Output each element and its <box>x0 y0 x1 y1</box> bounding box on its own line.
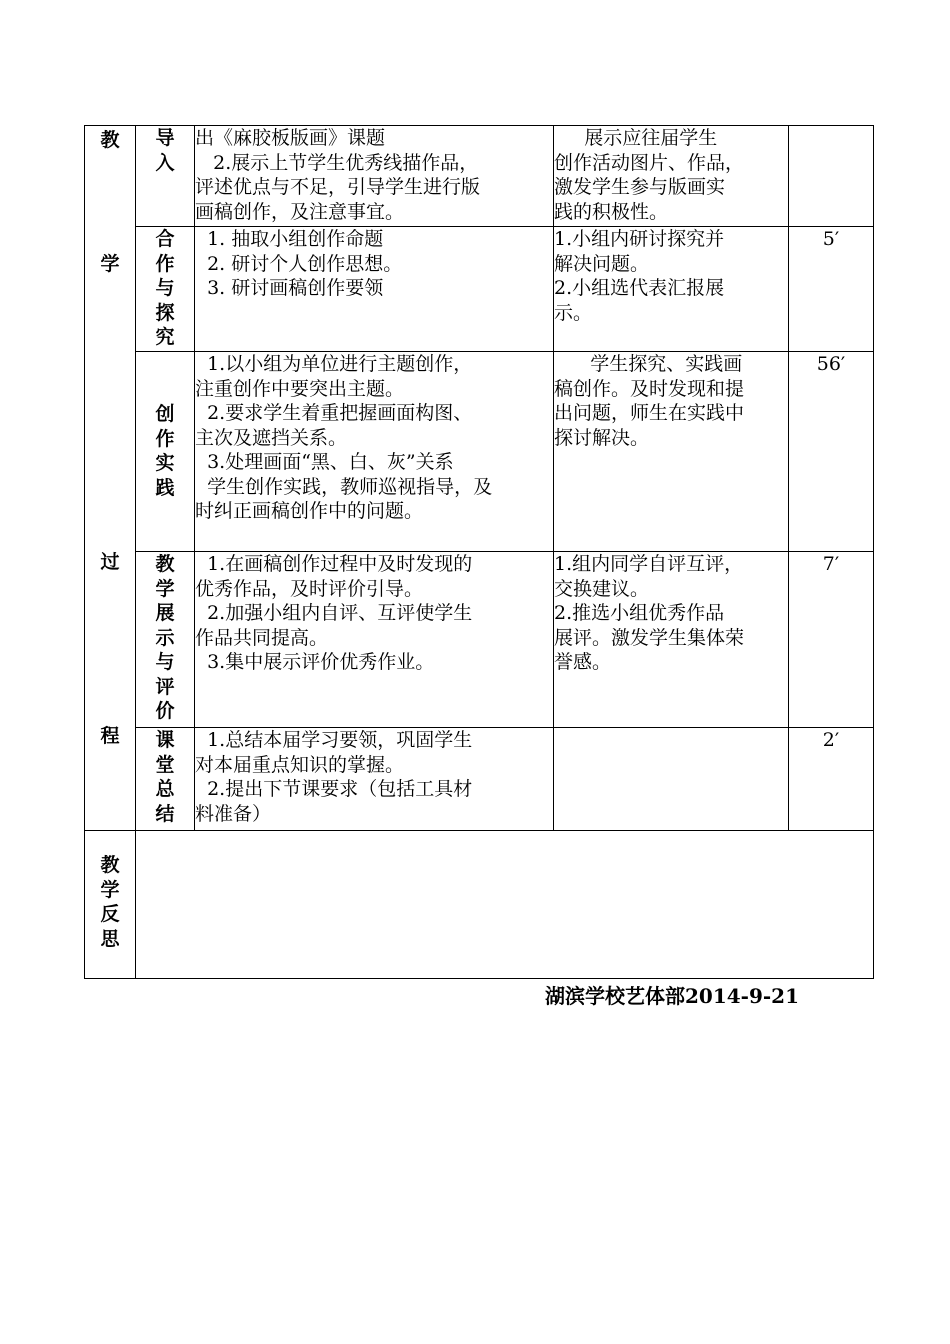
time-cell <box>789 126 874 227</box>
note-line: 1.小组内研讨探究并 <box>554 228 725 250</box>
side-label-char: 学 <box>100 253 120 275</box>
stage-intro <box>136 126 195 227</box>
content-line: 作品共同提高。 <box>195 626 329 649</box>
content-cell <box>195 728 554 831</box>
note-line: 交换建议。 <box>554 577 650 600</box>
note-line: 解决问题。 <box>554 252 650 275</box>
content-line: 出《麻胶板版画》课题 <box>195 127 386 149</box>
side-label-char: 教 <box>100 129 120 151</box>
stage-showcase <box>136 552 195 728</box>
note-line: 稿创作。及时发现和提 <box>554 377 745 400</box>
time-cell: 2′ <box>789 728 874 831</box>
stage-char: 与 <box>155 651 175 673</box>
content-line: 1.以小组为单位进行主题创作， <box>195 353 473 375</box>
stage-char: 导 <box>155 127 175 149</box>
stage-char: 作 <box>155 252 175 275</box>
note-line: 展评。激发学生集体荣 <box>554 626 745 649</box>
stage-char: 实 <box>155 452 175 474</box>
stage-char: 示 <box>155 626 175 649</box>
stage-char: 践 <box>155 476 175 499</box>
table-row <box>85 352 874 552</box>
content-cell <box>195 552 554 728</box>
time-cell: 56′ <box>789 352 874 552</box>
content-line: 优秀作品，及时评价引导。 <box>195 577 424 600</box>
table-row <box>85 728 874 831</box>
stage-char: 总 <box>155 778 175 800</box>
stage-char: 创 <box>155 403 175 425</box>
side-label-char: 过 <box>100 551 120 573</box>
stage-char: 结 <box>155 802 175 825</box>
note-cell <box>554 227 789 352</box>
note-line: 2.小组选代表汇报展 <box>554 277 725 299</box>
stage-char: 合 <box>155 228 175 250</box>
note-cell <box>554 352 789 552</box>
stage-char: 评 <box>155 675 175 698</box>
content-line: 2. 研讨个人创作思想。 <box>195 252 403 275</box>
stage-char: 价 <box>155 700 175 722</box>
content-line: 1.在画稿创作过程中及时发现的 <box>195 553 473 575</box>
time-cell: 5′ <box>789 227 874 352</box>
table-row <box>85 552 874 728</box>
teaching-reflection-label <box>85 831 136 979</box>
content-line: 学生创作实践，教师巡视指导，及 <box>195 475 493 498</box>
side-label-char: 程 <box>100 725 120 747</box>
stage-practice <box>136 352 195 552</box>
note-line: 创作活动图片、作品， <box>554 151 745 174</box>
note-line: 示。 <box>554 301 593 324</box>
stage-char: 教 <box>155 553 175 575</box>
content-line: 评述优点与不足，引导学生进行版 <box>195 176 481 198</box>
content-line: 3.处理画面“黑、白、灰”关系 <box>195 451 454 473</box>
note-cell <box>554 552 789 728</box>
stage-char: 堂 <box>155 753 175 776</box>
content-line: 主次及遮挡关系。 <box>195 426 348 449</box>
content-line: 画稿创作，及注意事宜。 <box>195 200 405 223</box>
table-row <box>85 227 874 352</box>
content-line: 3. 研讨画稿创作要领 <box>195 277 384 299</box>
stage-char: 学 <box>155 577 175 600</box>
content-line: 3.集中展示评价优秀作业。 <box>195 651 435 673</box>
footer-signature: 湖滨学校艺体部2014-9-21 <box>545 984 800 1008</box>
note-line: 1.组内同学自评互评， <box>554 553 744 575</box>
note-line: 展示应往届学生 <box>554 127 718 149</box>
note-line: 出问题，师生在实践中 <box>554 402 745 424</box>
note-line: 学生探究、实践画 <box>554 353 743 375</box>
content-line: 2.加强小组内自评、互评使学生 <box>195 602 473 624</box>
note-cell <box>554 728 789 831</box>
content-line: 2.要求学生着重把握画面构图、 <box>195 402 473 424</box>
stage-cooperate <box>136 227 195 352</box>
note-line: 探讨解决。 <box>554 426 650 449</box>
content-line: 2.展示上节学生优秀线描作品， <box>195 151 479 174</box>
stage-char: 究 <box>155 326 175 348</box>
time-cell: 7′ <box>789 552 874 728</box>
stage-char: 展 <box>155 602 175 624</box>
content-line: 1.总结本届学习要领，巩固学生 <box>195 729 473 751</box>
content-cell <box>195 227 554 352</box>
note-line: 2.推选小组优秀作品 <box>554 602 725 624</box>
lesson-plan-table <box>84 125 874 979</box>
reflection-content <box>136 831 874 979</box>
stage-char: 思 <box>100 927 120 950</box>
content-line: 对本届重点知识的掌握。 <box>195 753 405 776</box>
content-line: 料准备） <box>195 802 272 825</box>
note-line: 践的积极性。 <box>554 200 669 223</box>
content-cell <box>195 126 554 227</box>
stage-char: 作 <box>155 427 175 450</box>
content-line: 时纠正画稿创作中的问题。 <box>195 500 424 522</box>
content-cell <box>195 352 554 552</box>
stage-summary <box>136 728 195 831</box>
stage-char: 入 <box>155 151 175 174</box>
table-row <box>85 126 874 227</box>
stage-char: 课 <box>155 729 175 751</box>
content-line: 注重创作中要突出主题。 <box>195 377 405 400</box>
table-row <box>85 831 874 979</box>
note-line: 激发学生参与版画实 <box>554 176 726 198</box>
stage-char: 学 <box>100 878 120 901</box>
stage-char: 与 <box>155 277 175 299</box>
note-line: 誉感。 <box>554 651 612 673</box>
content-line: 1. 抽取小组创作命题 <box>195 228 384 250</box>
note-cell <box>554 126 789 227</box>
content-line: 2.提出下节课要求（包括工具材 <box>195 778 473 800</box>
stage-char: 教 <box>100 854 120 876</box>
stage-char: 探 <box>155 301 175 324</box>
stage-char: 反 <box>100 903 120 925</box>
teaching-process-label <box>85 126 136 831</box>
